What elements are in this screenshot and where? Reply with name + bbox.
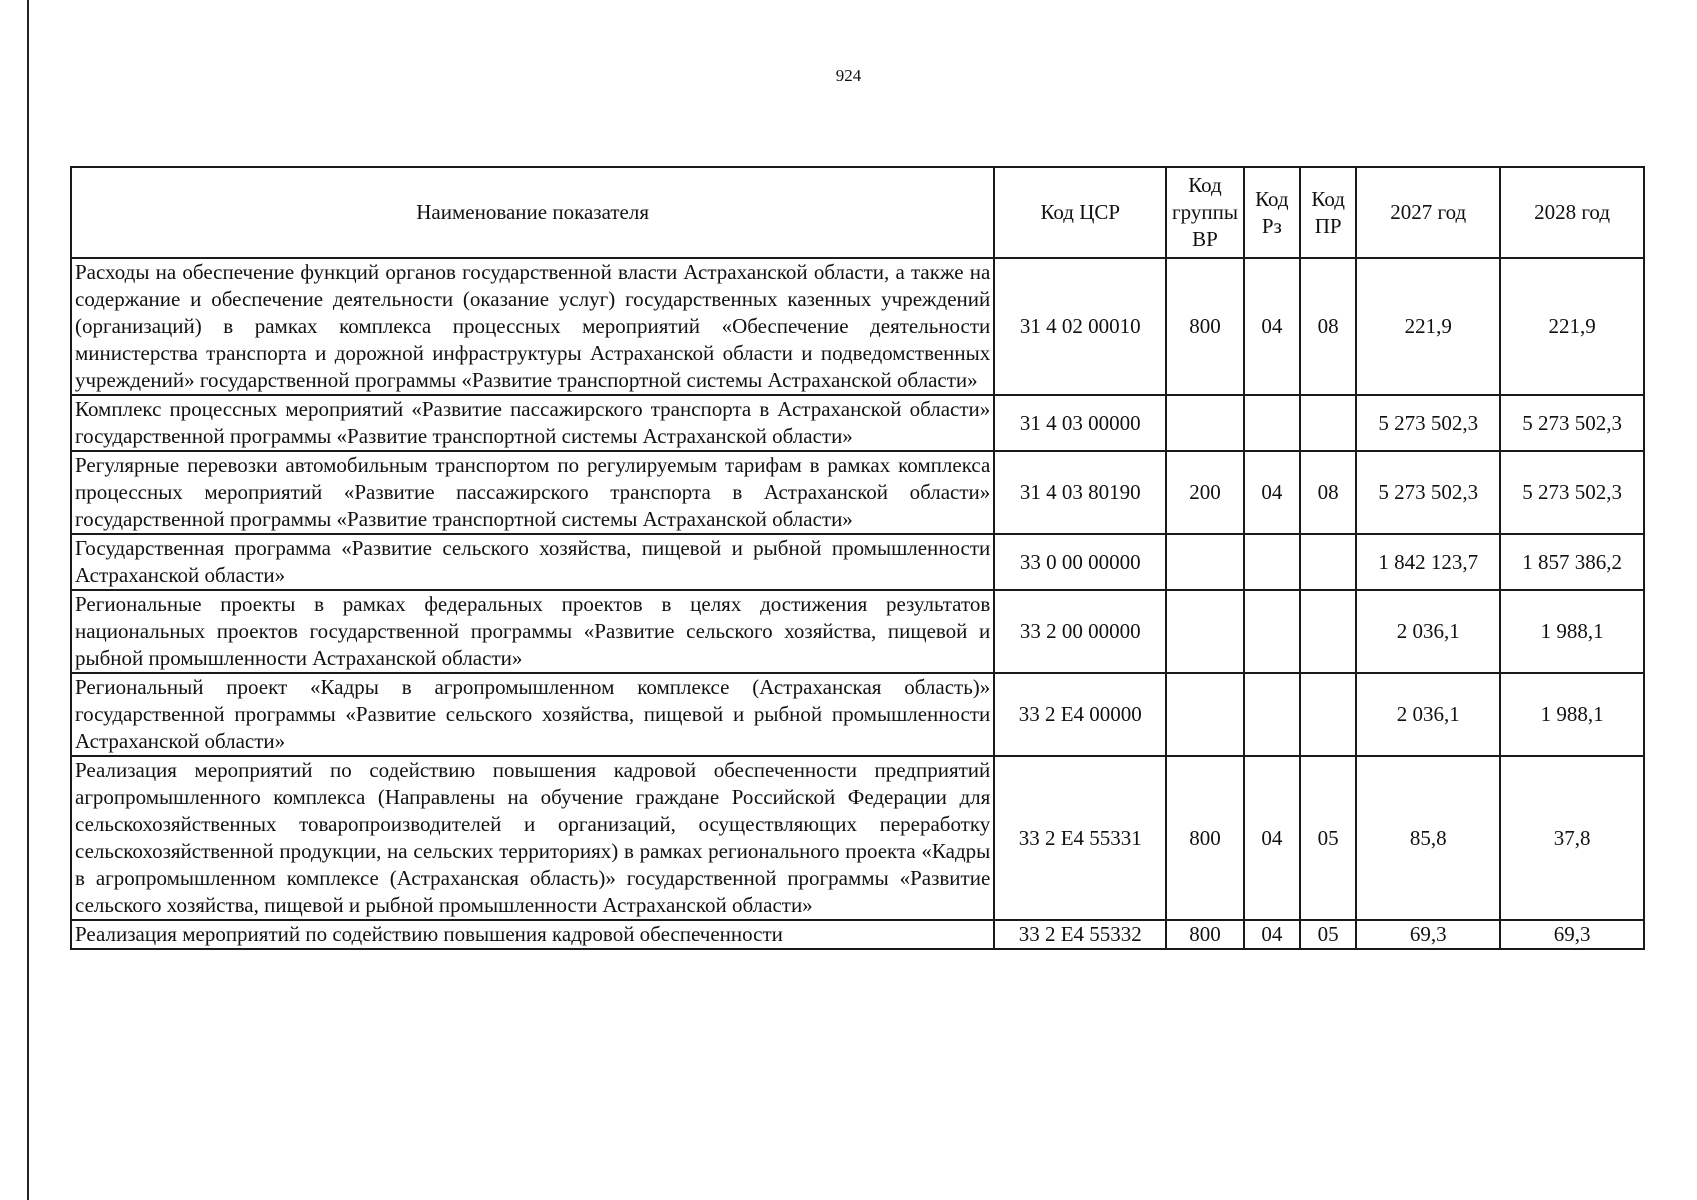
row-2027: 85,8 — [1356, 756, 1500, 920]
header-2028: 2028 год — [1500, 167, 1644, 258]
row-name: Региональный проект «Кадры в агропромышленном комплексе (Астраханская область)» государственной программы «Развитие сельского хозяйства, пищевой и рыбной промышленности Астраханской области» — [71, 673, 994, 756]
row-2027: 2 036,1 — [1356, 673, 1500, 756]
row-csr: 31 4 03 00000 — [994, 395, 1166, 451]
row-2027: 2 036,1 — [1356, 590, 1500, 673]
row-rz: 04 — [1244, 756, 1300, 920]
row-2027: 5 273 502,3 — [1356, 451, 1500, 534]
header-pr-line2: ПР — [1314, 213, 1342, 238]
row-rz — [1244, 534, 1300, 590]
row-rz — [1244, 590, 1300, 673]
row-vr: 800 — [1166, 756, 1243, 920]
row-2028: 1 857 386,2 — [1500, 534, 1644, 590]
header-vr-line1: Код — [1188, 173, 1222, 197]
header-rz-line2: Рз — [1261, 213, 1282, 238]
row-2027: 5 273 502,3 — [1356, 395, 1500, 451]
row-name: Реализация мероприятий по содействию повышения кадровой обеспеченности предприятий агропромышленного комплекса (Направлены на обучение граждане Российской Федерации для сельскохозяйственных товаропроизводителей и организаций, осуществляющих переработку сельскохозяйственной продукции, на сельских территориях) в рамках регионального проекта «Кадры в агропромышленном комплексе (Астраханская область)» государственной программы «Развитие сельского хозяйства, пищевой и рыбной промышленности Астраханской области» — [71, 756, 994, 920]
row-rz — [1244, 673, 1300, 756]
row-pr: 08 — [1300, 451, 1356, 534]
table-row — [71, 395, 1644, 451]
row-pr — [1300, 673, 1356, 756]
header-2027: 2027 год — [1356, 167, 1500, 258]
row-pr — [1300, 534, 1356, 590]
row-name: Комплекс процессных мероприятий «Развитие пассажирского транспорта в Астраханской области» государственной программы «Развитие транспортной системы Астраханской области» — [71, 395, 994, 451]
header-pr — [1300, 167, 1356, 258]
row-2028: 5 273 502,3 — [1500, 451, 1644, 534]
page-number: 924 — [835, 66, 862, 85]
row-2028: 221,9 — [1500, 258, 1644, 395]
row-vr — [1166, 395, 1243, 451]
header-rz — [1244, 167, 1300, 258]
row-vr — [1166, 534, 1243, 590]
row-pr — [1300, 395, 1356, 451]
table-row — [71, 673, 1644, 756]
row-vr: 200 — [1166, 451, 1243, 534]
table-row — [71, 590, 1644, 673]
header-vr — [1166, 167, 1243, 258]
row-pr: 08 — [1300, 258, 1356, 395]
row-2028: 5 273 502,3 — [1500, 395, 1644, 451]
row-name: Регулярные перевозки автомобильным транспортом по регулируемым тарифам в рамках комплекса процессных мероприятий «Развитие пассажирского транспорта в Астраханской области» государственной программы «Развитие транспортной системы Астраханской области» — [71, 451, 994, 534]
row-2028: 37,8 — [1500, 756, 1644, 920]
header-name: Наименование показателя — [71, 167, 994, 258]
row-2028: 1 988,1 — [1500, 673, 1644, 756]
row-vr — [1166, 673, 1243, 756]
row-2027: 1 842 123,7 — [1356, 534, 1500, 590]
table-row — [71, 756, 1644, 920]
row-csr: 33 2 Е4 00000 — [994, 673, 1166, 756]
header-pr-line1: Код — [1311, 186, 1345, 211]
row-pr: 05 — [1300, 756, 1356, 920]
row-pr — [1300, 590, 1356, 673]
table-row — [71, 534, 1644, 590]
left-margin-line — [27, 0, 29, 1200]
row-csr: 33 2 00 00000 — [994, 590, 1166, 673]
row-rz: 04 — [1244, 920, 1300, 949]
header-rz-line1: Код — [1255, 186, 1289, 211]
row-rz: 04 — [1244, 451, 1300, 534]
row-csr: 31 4 03 80190 — [994, 451, 1166, 534]
budget-table — [70, 166, 1645, 950]
row-2027: 69,3 — [1356, 920, 1500, 949]
row-vr: 800 — [1166, 258, 1243, 395]
row-2027: 221,9 — [1356, 258, 1500, 395]
row-vr — [1166, 590, 1243, 673]
row-name: Государственная программа «Развитие сельского хозяйства, пищевой и рыбной промышленности Астраханской области» — [71, 534, 994, 590]
row-csr: 33 2 Е4 55331 — [994, 756, 1166, 920]
row-csr: 31 4 02 00010 — [994, 258, 1166, 395]
row-name: Региональные проекты в рамках федеральных проектов в целях достижения результатов национальных проектов государственной программы «Развитие сельского хозяйства, пищевой и рыбной промышленности Астраханской области» — [71, 590, 994, 673]
header-csr: Код ЦСР — [994, 167, 1166, 258]
table-header-row — [71, 167, 1644, 258]
header-vr-line3: ВР — [1192, 227, 1218, 251]
row-rz: 04 — [1244, 258, 1300, 395]
row-pr: 05 — [1300, 920, 1356, 949]
row-vr: 800 — [1166, 920, 1243, 949]
row-2028: 69,3 — [1500, 920, 1644, 949]
row-name: Реализация мероприятий по содействию повышения кадровой обеспеченности — [71, 920, 994, 949]
row-name: Расходы на обеспечение функций органов государственной власти Астраханской области, а также на содержание и обеспечение деятельности (оказание услуг) государственных казенных учреждений (организаций) в рамках комплекса процессных мероприятий «Обеспечение деятельности министерства транспорта и дорожной инфраструктуры Астраханской области и подведомственных учреждений» государственной программы «Развитие транспортной системы Астраханской области» — [71, 258, 994, 395]
row-csr: 33 2 Е4 55332 — [994, 920, 1166, 949]
row-csr: 33 0 00 00000 — [994, 534, 1166, 590]
table-row — [71, 258, 1644, 395]
header-vr-line2: группы — [1172, 200, 1238, 224]
table-row — [71, 920, 1644, 949]
row-2028: 1 988,1 — [1500, 590, 1644, 673]
row-rz — [1244, 395, 1300, 451]
table-row — [71, 451, 1644, 534]
